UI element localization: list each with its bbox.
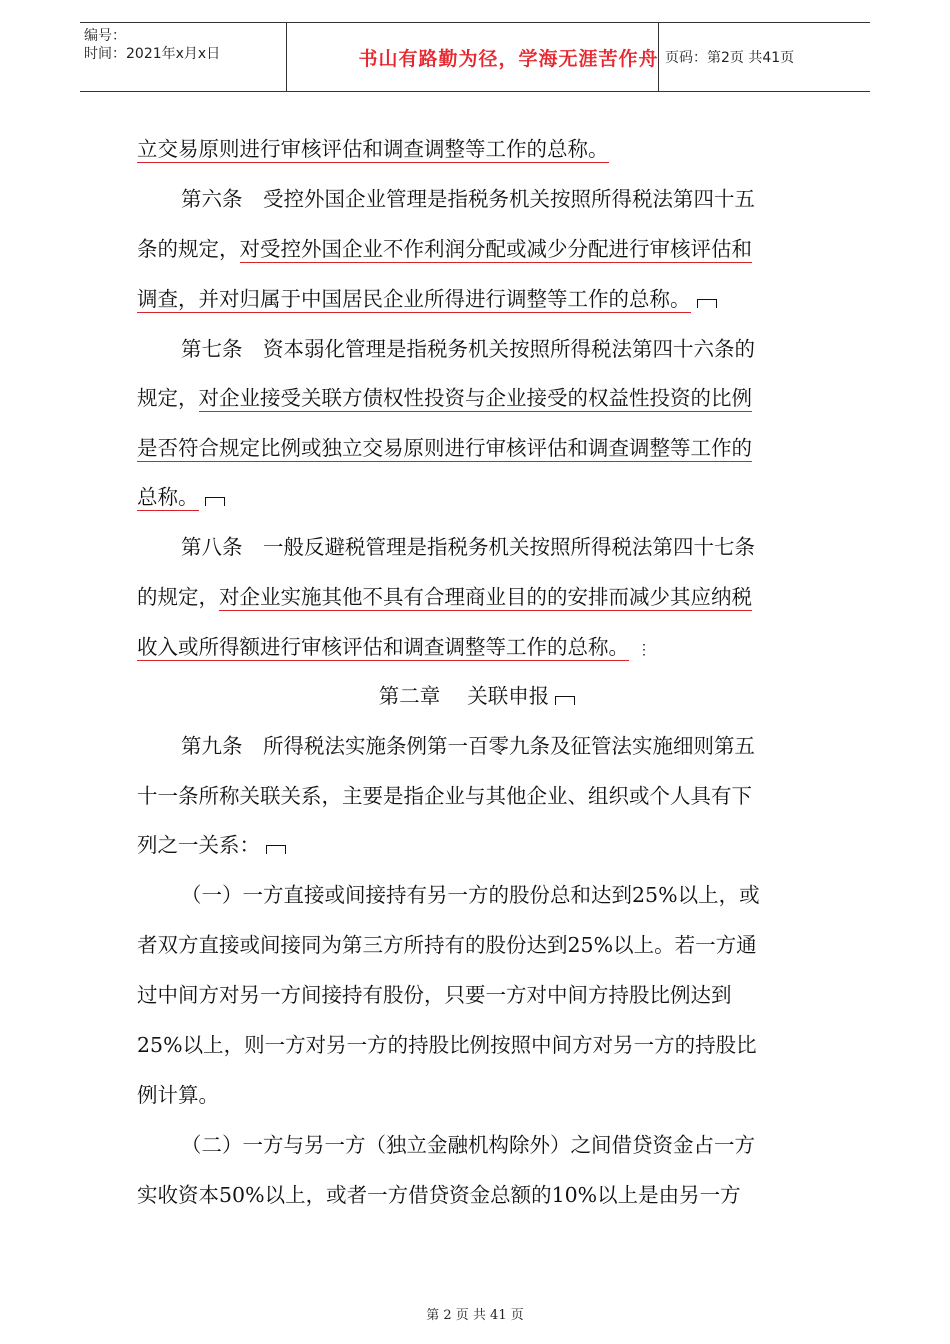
paragraph-mark-icon <box>266 845 286 854</box>
header-page-info: 页码：第2页 共41页 <box>665 50 795 66</box>
underlined-text: 收入或所得额进行审核评估和调查调整等工作的总称。 <box>137 635 629 659</box>
article-6-line <box>137 234 752 264</box>
article-9-line: 十一条所称关联关系，主要是指企业与其他企业、组织或个人具有下 <box>137 784 752 808</box>
clause-1-line: 例计算。 <box>137 1083 219 1107</box>
article-9-line <box>137 830 286 860</box>
chapter-title: 第二章 关联申报 <box>378 684 550 708</box>
article-6-line: 第六条 受控外国企业管理是指税务机关按照所得税法第四十五 <box>181 187 755 211</box>
plain-text: 规定， <box>137 386 199 410</box>
article-8-line <box>137 632 651 662</box>
number-label: 编号： <box>84 28 126 44</box>
clause-1-line: 25%以上，则一方对另一方的持股比例按照中间方对另一方的持股比 <box>137 1033 757 1057</box>
ellipsis-mark-icon: ⋮ <box>637 642 651 658</box>
header-divider-right <box>658 23 659 91</box>
clause-1-line: （一）一方直接或间接持有另一方的股份总和达到25%以上，或 <box>181 883 760 907</box>
plain-text: 的规定， <box>137 585 219 609</box>
plain-text: 列之一关系： <box>137 833 260 857</box>
underlined-text: 立交易原则进行审核评估和调查调整等工作的总称。 <box>137 137 609 161</box>
article-8-line <box>137 582 752 612</box>
clause-1-line: 者双方直接或间接同为第三方所持有的股份达到25%以上。若一方通 <box>137 933 757 957</box>
plain-text: 条的规定， <box>137 237 240 261</box>
clause-2-line: （二）一方与另一方（独立金融机构除外）之间借贷资金占一方 <box>181 1133 755 1157</box>
article-7-line <box>137 482 225 512</box>
header-motto: 书山有路勤为径，学海无涯苦作舟 <box>358 47 659 70</box>
article-6-line <box>137 284 717 314</box>
paragraph-mark-icon <box>205 497 225 506</box>
page-footer: 第 2 页 共 41 页 <box>426 1308 524 1323</box>
clause-1-line: 过中间方对另一方间接持有股份，只要一方对中间方持股比例达到 <box>137 983 732 1007</box>
underlined-text: 总称。 <box>137 485 199 509</box>
header-meta <box>84 27 220 63</box>
underlined-text: 是否符合规定比例或独立交易原则进行审核评估和调查调整等工作的 <box>137 436 752 460</box>
time-label: 时间：2021年x月x日 <box>84 46 221 62</box>
chapter-heading <box>137 681 817 711</box>
article-9-line: 第九条 所得税法实施条例第一百零九条及征管法实施细则第五 <box>181 734 755 758</box>
article-8-line: 第八条 一般反避税管理是指税务机关按照所得税法第四十七条 <box>181 535 755 559</box>
article-7-line <box>137 383 752 413</box>
article-7-line <box>137 433 752 463</box>
underlined-text: 调查，并对归属于中国居民企业所得进行调整等工作的总称。 <box>137 287 691 311</box>
underlined-text: 对受控外国企业不作利润分配或减少分配进行审核评估和 <box>239 237 752 261</box>
clause-2-line: 实收资本50%以上，或者一方借贷资金总额的10%以上是由另一方 <box>137 1183 741 1207</box>
underlined-text: 对企业实施其他不具有合理商业目的的安排而减少其应纳税 <box>219 585 752 609</box>
page-header <box>80 22 870 92</box>
article-7-line: 第七条 资本弱化管理是指税务机关按照所得税法第四十六条的 <box>181 337 755 361</box>
underlined-text: 对企业接受关联方债权性投资与企业接受的权益性投资的比例 <box>198 386 752 410</box>
paragraph-mark-icon <box>697 299 717 308</box>
paragraph-mark-icon <box>555 696 575 705</box>
text-line <box>137 134 609 164</box>
